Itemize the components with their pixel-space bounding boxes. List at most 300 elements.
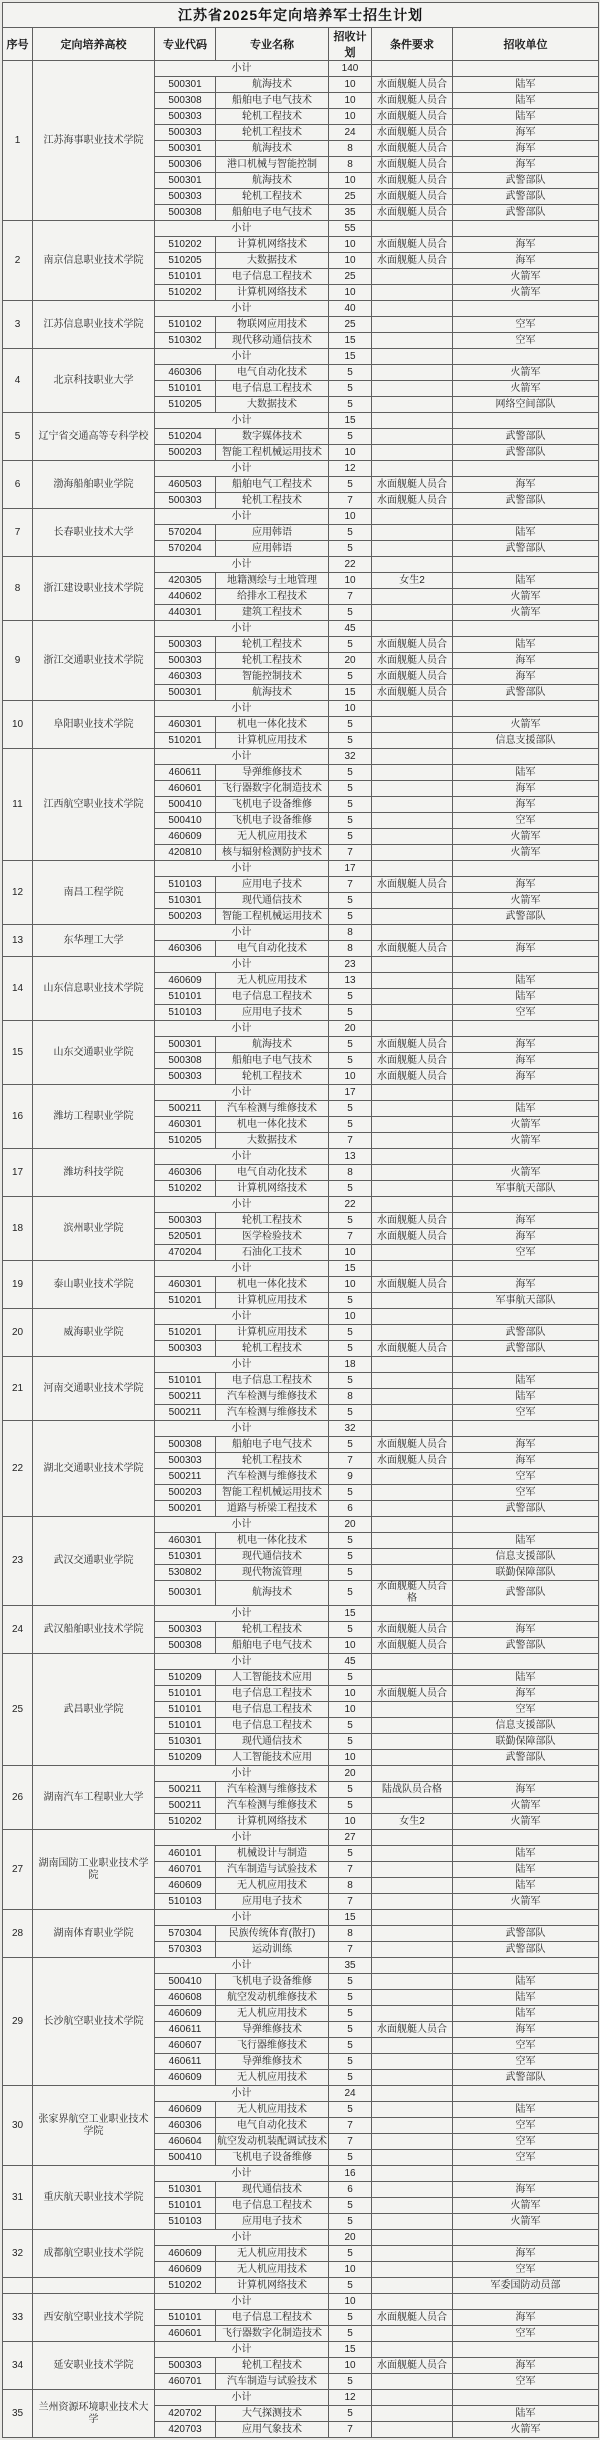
- unit-cell: [453, 1261, 599, 1277]
- table-row: [3, 1149, 599, 1165]
- table-row: [3, 2086, 599, 2102]
- plan-count-cell: 5: [329, 637, 372, 653]
- condition-cell: 水面舰艇人员合: [372, 1622, 453, 1638]
- major-name-cell: 电气自动化技术: [216, 941, 329, 957]
- unit-cell: 海军: [453, 1037, 599, 1053]
- condition-cell: [372, 541, 453, 557]
- serial-number-cell: 16: [3, 1085, 33, 1149]
- unit-cell: [453, 413, 599, 429]
- condition-cell: 水面舰艇人员合: [372, 157, 453, 173]
- unit-cell: 海军: [453, 941, 599, 957]
- subtotal-label-cell: 小计: [155, 221, 329, 237]
- school-name-cell: 浙江交通职业技术学院: [33, 621, 155, 701]
- major-code-cell: 500410: [155, 813, 216, 829]
- condition-cell: 水面舰艇人员合: [372, 237, 453, 253]
- serial-number-cell: 14: [3, 957, 33, 1021]
- major-name-cell: 计算机应用技术: [216, 733, 329, 749]
- major-code-cell: 500211: [155, 1101, 216, 1117]
- subtotal-value-cell: 22: [329, 557, 372, 573]
- major-code-cell: 500308: [155, 1053, 216, 1069]
- major-name-cell: 航海技术: [216, 173, 329, 189]
- plan-count-cell: 5: [329, 605, 372, 621]
- serial-number-cell: 22: [3, 1421, 33, 1517]
- school-name-cell: 泰山职业技术学院: [33, 1261, 155, 1309]
- condition-cell: 水面舰艇人员合: [372, 1277, 453, 1293]
- serial-number-cell: 2: [3, 221, 33, 301]
- plan-count-cell: 5: [329, 1341, 372, 1357]
- table-row: [3, 701, 599, 717]
- major-code-cell: 500303: [155, 2358, 216, 2374]
- condition-cell: 水面舰艇人员合: [372, 1341, 453, 1357]
- condition-cell: [372, 781, 453, 797]
- major-code-cell: 460701: [155, 1862, 216, 1878]
- school-name-cell: 浙江建设职业技术学院: [33, 557, 155, 621]
- column-header-condition: 条件要求: [372, 28, 453, 61]
- table-row: [3, 301, 599, 317]
- major-name-cell: 汽车检测与维修技术: [216, 1389, 329, 1405]
- major-name-cell: 应用电子技术: [216, 877, 329, 893]
- subtotal-label-cell: 小计: [155, 621, 329, 637]
- plan-count-cell: 7: [329, 1862, 372, 1878]
- unit-cell: 陆军: [453, 93, 599, 109]
- major-code-cell: 500211: [155, 1798, 216, 1814]
- major-code-cell: 460611: [155, 2022, 216, 2038]
- major-name-cell: 汽车制造与试验技术: [216, 2374, 329, 2390]
- condition-cell: [372, 349, 453, 365]
- plan-count-cell: 8: [329, 1165, 372, 1181]
- major-code-cell: 510102: [155, 317, 216, 333]
- subtotal-value-cell: 17: [329, 1085, 372, 1101]
- plan-count-cell: 5: [329, 669, 372, 685]
- plan-count-cell: 5: [329, 1293, 372, 1309]
- major-name-cell: 电子信息工程技术: [216, 269, 329, 285]
- subtotal-value-cell: 22: [329, 1197, 372, 1213]
- unit-cell: 空军: [453, 2262, 599, 2278]
- subtotal-value-cell: 8: [329, 925, 372, 941]
- major-name-cell: 应用韩语: [216, 525, 329, 541]
- school-name-cell: 潍坊科技学院: [33, 1149, 155, 1197]
- unit-cell: 空军: [453, 2374, 599, 2390]
- condition-cell: [372, 1501, 453, 1517]
- serial-number-cell: 34: [3, 2342, 33, 2390]
- subtotal-value-cell: 20: [329, 1766, 372, 1782]
- unit-cell: 陆军: [453, 637, 599, 653]
- major-code-cell: 460609: [155, 2262, 216, 2278]
- condition-cell: 水面舰艇人员合: [372, 109, 453, 125]
- major-code-cell: 420703: [155, 2422, 216, 2438]
- condition-cell: 水面舰艇人员合: [372, 637, 453, 653]
- major-code-cell: 460701: [155, 2374, 216, 2390]
- major-code-cell: 460601: [155, 2326, 216, 2342]
- condition-cell: [372, 1101, 453, 1117]
- major-code-cell: 460303: [155, 669, 216, 685]
- major-name-cell: 大气探测技术: [216, 2406, 329, 2422]
- subtotal-label-cell: 小计: [155, 1517, 329, 1533]
- plan-count-cell: 25: [329, 269, 372, 285]
- major-code-cell: 570303: [155, 1942, 216, 1958]
- major-name-cell: 无人机应用技术: [216, 2070, 329, 2086]
- condition-cell: [372, 1798, 453, 1814]
- unit-cell: 空军: [453, 1405, 599, 1421]
- major-code-cell: 460609: [155, 2246, 216, 2262]
- major-code-cell: 510103: [155, 2214, 216, 2230]
- major-code-cell: 510101: [155, 1718, 216, 1734]
- major-name-cell: 船舶电子电气技术: [216, 1638, 329, 1654]
- major-name-cell: 计算机应用技术: [216, 1293, 329, 1309]
- condition-cell: 水面舰艇人员合: [372, 1037, 453, 1053]
- table-row: [3, 1766, 599, 1782]
- plan-count-cell: 10: [329, 93, 372, 109]
- condition-cell: [372, 1910, 453, 1926]
- plan-count-cell: 5: [329, 2038, 372, 2054]
- plan-count-cell: 5: [329, 525, 372, 541]
- unit-cell: 空军: [453, 2326, 599, 2342]
- plan-count-cell: 5: [329, 1533, 372, 1549]
- condition-cell: [372, 269, 453, 285]
- school-name-cell: 威海职业学院: [33, 1309, 155, 1357]
- school-name-cell: 滨州职业学院: [33, 1197, 155, 1261]
- major-code-cell: 460609: [155, 2070, 216, 2086]
- unit-cell: 空军: [453, 2038, 599, 2054]
- major-name-cell: 无人机应用技术: [216, 1878, 329, 1894]
- unit-cell: [453, 1654, 599, 1670]
- major-name-cell: 导弹维修技术: [216, 765, 329, 781]
- unit-cell: 陆军: [453, 1389, 599, 1405]
- page-title: 江苏省2025年定向培养军士招生计划: [3, 3, 599, 28]
- major-code-cell: 520501: [155, 1229, 216, 1245]
- condition-cell: 水面舰艇人员合: [372, 189, 453, 205]
- unit-cell: 火箭军: [453, 605, 599, 621]
- major-code-cell: 440602: [155, 589, 216, 605]
- plan-count-cell: 6: [329, 2182, 372, 2198]
- major-name-cell: 电气自动化技术: [216, 1165, 329, 1181]
- condition-cell: [372, 1670, 453, 1686]
- major-name-cell: 计算机网络技术: [216, 237, 329, 253]
- condition-cell: [372, 1485, 453, 1501]
- major-name-cell: 应用气象技术: [216, 2422, 329, 2438]
- major-name-cell: 智能工程机械运用技术: [216, 445, 329, 461]
- unit-cell: 军事航天部队: [453, 1181, 599, 1197]
- condition-cell: [372, 1005, 453, 1021]
- serial-number-cell: 29: [3, 1958, 33, 2086]
- major-code-cell: 460609: [155, 2102, 216, 2118]
- major-name-cell: 飞机电子设备维修: [216, 797, 329, 813]
- plan-count-cell: 9: [329, 1469, 372, 1485]
- major-name-cell: 现代移动通信技术: [216, 333, 329, 349]
- major-code-cell: 510101: [155, 381, 216, 397]
- unit-cell: 火箭军: [453, 1798, 599, 1814]
- major-code-cell: 510101: [155, 269, 216, 285]
- major-name-cell: 地籍测绘与土地管理: [216, 573, 329, 589]
- subtotal-label-cell: 小计: [155, 925, 329, 941]
- condition-cell: [372, 1942, 453, 1958]
- plan-count-cell: 7: [329, 845, 372, 861]
- major-code-cell: 570204: [155, 525, 216, 541]
- plan-count-cell: 5: [329, 1053, 372, 1069]
- plan-count-cell: 10: [329, 1277, 372, 1293]
- unit-cell: 武警部队: [453, 1942, 599, 1958]
- major-name-cell: 现代通信技术: [216, 1734, 329, 1750]
- major-name-cell: 船舶电子电气技术: [216, 93, 329, 109]
- plan-count-cell: 5: [329, 813, 372, 829]
- condition-cell: 水面舰艇人员合: [372, 1686, 453, 1702]
- condition-cell: [372, 2278, 453, 2294]
- major-code-cell: 500303: [155, 1341, 216, 1357]
- major-name-cell: 飞机电子设备维修: [216, 2150, 329, 2166]
- major-code-cell: 510301: [155, 893, 216, 909]
- major-name-cell: 现代通信技术: [216, 2182, 329, 2198]
- unit-cell: 海军: [453, 125, 599, 141]
- major-name-cell: 轮机工程技术: [216, 2358, 329, 2374]
- condition-cell: 水面舰艇人员合: [372, 1638, 453, 1654]
- unit-cell: 武警部队: [453, 909, 599, 925]
- unit-cell: [453, 701, 599, 717]
- table-row: [3, 2230, 599, 2246]
- serial-number-cell: 32: [3, 2230, 33, 2278]
- major-name-cell: 电子信息工程技术: [216, 1702, 329, 1718]
- school-name-cell: 江苏信息职业技术学院: [33, 301, 155, 349]
- major-code-cell: 500410: [155, 797, 216, 813]
- plan-count-cell: 5: [329, 365, 372, 381]
- major-code-cell: 500301: [155, 1037, 216, 1053]
- table-row: [3, 1830, 599, 1846]
- serial-number-cell: 10: [3, 701, 33, 749]
- major-code-cell: 440301: [155, 605, 216, 621]
- unit-cell: 陆军: [453, 1670, 599, 1686]
- condition-cell: [372, 1245, 453, 1261]
- plan-count-cell: 5: [329, 381, 372, 397]
- major-code-cell: 460503: [155, 477, 216, 493]
- serial-number-cell: 13: [3, 925, 33, 957]
- table-row: [3, 2342, 599, 2358]
- condition-cell: [372, 1565, 453, 1581]
- plan-count-cell: 8: [329, 941, 372, 957]
- major-code-cell: 500308: [155, 1638, 216, 1654]
- school-name-cell: 阜阳职业技术学院: [33, 701, 155, 749]
- subtotal-label-cell: 小计: [155, 61, 329, 77]
- subtotal-value-cell: 10: [329, 701, 372, 717]
- condition-cell: 水面舰艇人员合: [372, 141, 453, 157]
- school-name-cell: 南京信息职业技术学院: [33, 221, 155, 301]
- major-name-cell: 数字媒体技术: [216, 429, 329, 445]
- major-name-cell: 汽车检测与维修技术: [216, 1405, 329, 1421]
- unit-cell: [453, 2230, 599, 2246]
- school-name-cell: 潍坊工程职业学院: [33, 1085, 155, 1149]
- school-name-cell: 兰州资源环境职业技术大学: [33, 2390, 155, 2438]
- major-name-cell: 应用电子技术: [216, 1894, 329, 1910]
- table-row: [3, 1421, 599, 1437]
- condition-cell: [372, 221, 453, 237]
- plan-count-cell: 5: [329, 1325, 372, 1341]
- unit-cell: 武警部队: [453, 1638, 599, 1654]
- major-name-cell: 给排水工程技术: [216, 589, 329, 605]
- unit-cell: 海军: [453, 1622, 599, 1638]
- condition-cell: 水面舰艇人员合: [372, 685, 453, 701]
- major-code-cell: 510101: [155, 2198, 216, 2214]
- school-name-cell: 湖北交通职业技术学院: [33, 1421, 155, 1517]
- condition-cell: [372, 1517, 453, 1533]
- unit-cell: [453, 1606, 599, 1622]
- unit-cell: 海军: [453, 781, 599, 797]
- school-name-cell: 北京科技职业大学: [33, 349, 155, 413]
- major-code-cell: 510201: [155, 1325, 216, 1341]
- unit-cell: 陆军: [453, 1846, 599, 1862]
- unit-cell: 火箭军: [453, 1117, 599, 1133]
- condition-cell: [372, 797, 453, 813]
- major-code-cell: 500201: [155, 1501, 216, 1517]
- major-name-cell: 汽车检测与维修技术: [216, 1798, 329, 1814]
- condition-cell: [372, 285, 453, 301]
- unit-cell: 海军: [453, 1053, 599, 1069]
- header-row: [3, 28, 599, 61]
- subtotal-value-cell: 15: [329, 349, 372, 365]
- unit-cell: [453, 957, 599, 973]
- unit-cell: 武警部队: [453, 189, 599, 205]
- major-name-cell: 计算机网络技术: [216, 1181, 329, 1197]
- major-name-cell: 导弹维修技术: [216, 2054, 329, 2070]
- unit-cell: 空军: [453, 1469, 599, 1485]
- serial-number-cell: 19: [3, 1261, 33, 1309]
- major-name-cell: 计算机网络技术: [216, 285, 329, 301]
- unit-cell: 联勤保障部队: [453, 1734, 599, 1750]
- plan-count-cell: 5: [329, 2102, 372, 2118]
- condition-cell: [372, 2230, 453, 2246]
- condition-cell: [372, 2246, 453, 2262]
- subtotal-value-cell: 32: [329, 749, 372, 765]
- unit-cell: 空军: [453, 2150, 599, 2166]
- plan-count-cell: 10: [329, 1750, 372, 1766]
- condition-cell: 水面舰艇人员合: [372, 941, 453, 957]
- unit-cell: [453, 1958, 599, 1974]
- major-code-cell: 510201: [155, 733, 216, 749]
- condition-cell: [372, 701, 453, 717]
- major-code-cell: 510202: [155, 237, 216, 253]
- unit-cell: 陆军: [453, 77, 599, 93]
- subtotal-value-cell: 32: [329, 1421, 372, 1437]
- serial-number-cell: 6: [3, 461, 33, 509]
- condition-cell: [372, 2326, 453, 2342]
- condition-cell: [372, 973, 453, 989]
- unit-cell: 海军: [453, 141, 599, 157]
- major-code-cell: 510103: [155, 877, 216, 893]
- table-row: [3, 61, 599, 77]
- unit-cell: 火箭军: [453, 2422, 599, 2438]
- plan-count-cell: 5: [329, 1718, 372, 1734]
- condition-cell: [372, 1862, 453, 1878]
- plan-count-cell: 5: [329, 1990, 372, 2006]
- major-name-cell: 机电一体化技术: [216, 1117, 329, 1133]
- major-name-cell: 轮机工程技术: [216, 653, 329, 669]
- major-code-cell: 500303: [155, 653, 216, 669]
- school-name-cell: 江苏海事职业技术学院: [33, 61, 155, 221]
- major-name-cell: 机电一体化技术: [216, 1277, 329, 1293]
- unit-cell: [453, 925, 599, 941]
- major-code-cell: 500303: [155, 125, 216, 141]
- plan-count-cell: 5: [329, 1405, 372, 1421]
- major-code-cell: 420810: [155, 845, 216, 861]
- subtotal-value-cell: 18: [329, 1357, 372, 1373]
- serial-number-cell: 21: [3, 1357, 33, 1421]
- major-name-cell: 航海技术: [216, 685, 329, 701]
- plan-count-cell: 5: [329, 1213, 372, 1229]
- table-row: [3, 349, 599, 365]
- condition-cell: [372, 1309, 453, 1325]
- unit-cell: [453, 301, 599, 317]
- major-code-cell: 460306: [155, 2118, 216, 2134]
- major-code-cell: 420305: [155, 573, 216, 589]
- major-code-cell: 500303: [155, 1453, 216, 1469]
- major-name-cell: 航海技术: [216, 1037, 329, 1053]
- subtotal-label-cell: 小计: [155, 1766, 329, 1782]
- condition-cell: [372, 1549, 453, 1565]
- condition-cell: 水面舰艇人员合: [372, 77, 453, 93]
- major-code-cell: 460601: [155, 781, 216, 797]
- major-name-cell: 机电一体化技术: [216, 1533, 329, 1549]
- unit-cell: 陆军: [453, 1862, 599, 1878]
- major-name-cell: 电子信息工程技术: [216, 2310, 329, 2326]
- condition-cell: [372, 1261, 453, 1277]
- condition-cell: [372, 1389, 453, 1405]
- subtotal-value-cell: 15: [329, 2342, 372, 2358]
- major-code-cell: 500303: [155, 109, 216, 125]
- major-code-cell: 500301: [155, 141, 216, 157]
- plan-count-cell: 5: [329, 2022, 372, 2038]
- major-code-cell: 500203: [155, 445, 216, 461]
- unit-cell: 海军: [453, 1686, 599, 1702]
- table-row: [3, 1654, 599, 1670]
- subtotal-value-cell: 10: [329, 2294, 372, 2310]
- major-code-cell: 500410: [155, 1974, 216, 1990]
- unit-cell: 空军: [453, 1702, 599, 1718]
- serial-number-cell: 4: [3, 349, 33, 413]
- unit-cell: 武警部队: [453, 1581, 599, 1606]
- major-code-cell: 460609: [155, 1878, 216, 1894]
- school-name-cell: 湖南国防工业职业技术学院: [33, 1830, 155, 1910]
- plan-count-cell: 10: [329, 1702, 372, 1718]
- unit-cell: 火箭军: [453, 829, 599, 845]
- serial-number-cell: 12: [3, 861, 33, 925]
- subtotal-label-cell: 小计: [155, 2166, 329, 2182]
- condition-cell: 水面舰艇人员合: [372, 125, 453, 141]
- subtotal-label-cell: 小计: [155, 1958, 329, 1974]
- unit-cell: 海军: [453, 653, 599, 669]
- unit-cell: [453, 1021, 599, 1037]
- school-name-cell: 湖南汽车工程职业大学: [33, 1766, 155, 1830]
- unit-cell: 陆军: [453, 1990, 599, 2006]
- unit-cell: 海军: [453, 477, 599, 493]
- unit-cell: 海军: [453, 1453, 599, 1469]
- unit-cell: 陆军: [453, 1533, 599, 1549]
- plan-count-cell: 13: [329, 973, 372, 989]
- subtotal-value-cell: 13: [329, 1149, 372, 1165]
- major-code-cell: 570204: [155, 541, 216, 557]
- condition-cell: [372, 893, 453, 909]
- unit-cell: 火箭军: [453, 589, 599, 605]
- major-name-cell: 现代通信技术: [216, 1549, 329, 1565]
- major-name-cell: 航空发动机装配调试技术: [216, 2134, 329, 2150]
- major-name-cell: 人工智能技术应用: [216, 1750, 329, 1766]
- plan-count-cell: 25: [329, 189, 372, 205]
- unit-cell: 海军: [453, 1277, 599, 1293]
- condition-cell: [372, 1926, 453, 1942]
- major-code-cell: 460607: [155, 2038, 216, 2054]
- condition-cell: [372, 1421, 453, 1437]
- major-name-cell: 道路与桥梁工程技术: [216, 1501, 329, 1517]
- subtotal-value-cell: 20: [329, 2230, 372, 2246]
- unit-cell: 海军: [453, 877, 599, 893]
- table-row: [3, 461, 599, 477]
- plan-count-cell: 5: [329, 989, 372, 1005]
